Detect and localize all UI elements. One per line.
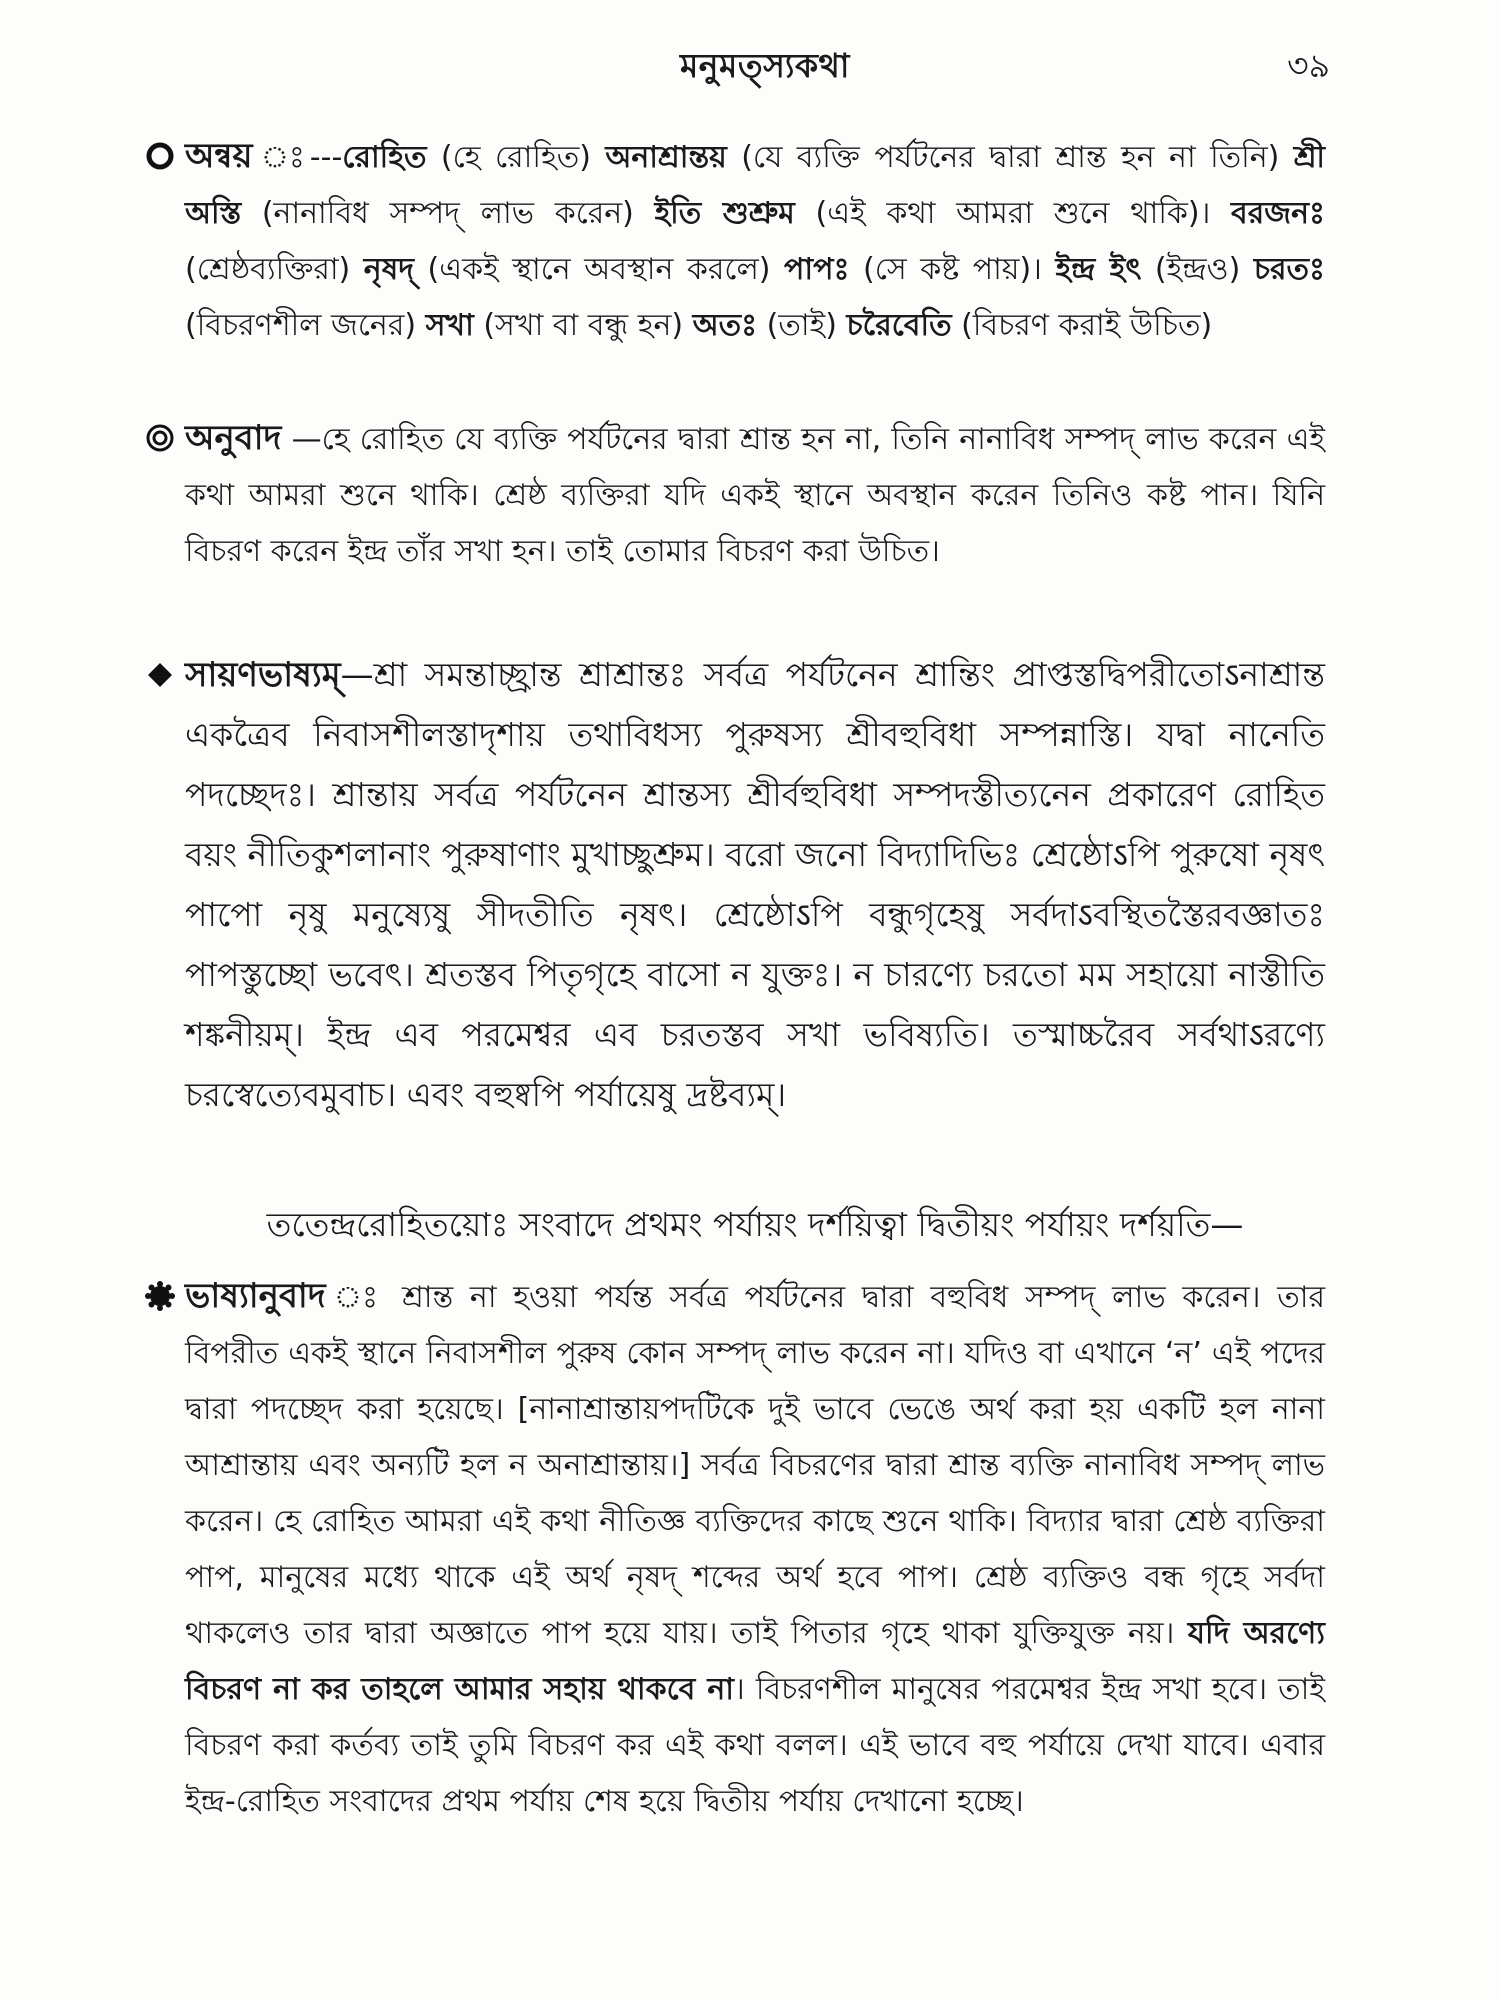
bhashyanubad-text-before: ঃ শ্রান্ত না হওয়া পর্যন্ত সর্বত্র পর্যটনের দ্বারা বহুবিধ সম্পদ্ লাভ করেন। তার বিপরীত একই স্থানে নিবাসশীল পুরুষ কোন সম্পদ্ লাভ করেন না। যদিও বা এখানে ‘ন’ এই পদের দ্বারা পদচ্ছেদ করা হয়েছে। [নানাশ্রান্তায়পদটিকে দুই ভাবে ভেঙে অর্থ করা হয় একটি হল নানা আশ্রান্তায় এবং অন্যটি হল ন অনাশ্রান্তায়।] সর্বত্র বিচরণের দ্বারা শ্রান্ত ব্যক্তি নানাবিধ সম্পদ্ লাভ করেন। হে রোহিত আমরা এই কথা নীতিজ্ঞ ব্যক্তিদের কাছে শুনে থাকি। বিদ্যার দ্বারা শ্রেষ্ঠ ব্যক্তিরা পাপ, মানুষের মধ্যে থাকে এই অর্থ নৃষদ্ শব্দের অর্থ হবে পাপ। শ্রেষ্ঠ ব্যক্তিও বন্ধ গৃহে সর্বদা থাকলেও তার দ্বারা অজ্ঞাতে পাপ হয়ে যায়। তাই পিতার গৃহে থাকা যুক্তিযুক্ত নয়। xyxy=(185,1280,1325,1651)
transition-line: ততেন্দ্ররোহিতয়োঃ সংবাদে প্রথমং পর্যায়ং দর্শয়িত্বা দ্বিতীয়ং পর্যায়ং দর্শয়তি— xyxy=(266,1205,1244,1244)
anvaya-keyword: রোহিত xyxy=(342,140,427,175)
hollow-circle-bullet-icon xyxy=(145,141,175,171)
anvaya-gloss: (হে রোহিত) xyxy=(426,140,606,175)
anvaya-keyword: শ্রী অস্তি xyxy=(185,140,1325,231)
anubad-label: অনুবাদ xyxy=(185,418,282,458)
anvaya-section xyxy=(185,128,1325,354)
anvaya-body xyxy=(185,140,1325,343)
sayana-paragraph xyxy=(185,645,1325,1125)
anvaya-keyword: চরৈবেতি xyxy=(846,308,952,343)
anvaya-gloss: (এই কথা আমরা শুনে থাকি)। xyxy=(794,196,1232,231)
anvaya-gloss: (শ্রেষ্ঠব্যক্তিরা) xyxy=(185,252,364,287)
anvaya-gloss: (যে ব্যক্তি পর্যটনের দ্বারা শ্রান্ত হন না তিনি) xyxy=(726,140,1294,175)
anvaya-gloss: (বিচরণশীল জনের) xyxy=(185,308,426,343)
sayana-text: —শ্রা সমন্তাচ্ছ্রান্ত শ্রাশ্রান্তঃ সর্বত্র পর্যটনেন শ্রান্তিং প্রাপ্তস্তদ্বিপরীতোऽনাশ্রান্ত একত্রৈব নিবাসশীলস্তাদৃশায় তথাবিধস্য পুরুষস্য শ্রীবহুবিধা সম্পন্নাস্তি। যদ্বা নানেতি পদচ্ছেদঃ। শ্রান্তায় সর্বত্র পর্যটনেন শ্রান্তস্য শ্রীর্বহুবিধা সম্পদস্তীত্যনেন প্রকারেণ রোহিত বয়ং নীতিকুশলানাং পুরুষাণাং মুখাচ্ছুশ্রুম। বরো জনো বিদ্যাদিভিঃ শ্রেষ্ঠোऽপি পুরুষো নৃষৎ পাপো নৃষু মনুষ্যেষু সীদতীতি নৃষৎ। শ্রেষ্ঠোऽপি বন্ধুগৃহেষু সর্বদাऽবস্থিতস্তৈরবজ্ঞাতঃ পাপস্তুচ্ছো ভবেৎ। শ্রতস্তব পিতৃগৃহে বাসো ন যুক্তঃ। ন চারণ্যে চরতো মম সহায়ো নাস্তীতি শঙ্কনীয়ম্। ইন্দ্র এব পরমেশ্বর এব চরতস্তব সখা ভবিষ্যতি। তস্মাচ্চরৈব সর্বথাऽরণ্যে চরস্বেত্যেবমুবাচ। এবং বহুষ্বপি পর্যায়েষু দ্রষ্টব্যম্। xyxy=(185,655,1325,1114)
sayana-label: সায়ণভাষ্যম্ xyxy=(185,655,341,695)
bhashyanubad-section xyxy=(185,1268,1325,1830)
double-circle-bullet-icon xyxy=(145,423,175,453)
page-number: ৩৯ xyxy=(1287,46,1330,85)
anvaya-keyword: ইন্দ্র ইৎ xyxy=(1055,252,1142,287)
bhashyanubad-paragraph xyxy=(185,1268,1325,1830)
anvaya-keyword: অনাশ্রান্তয় xyxy=(605,140,727,175)
anvaya-keyword: বরজনঃ xyxy=(1231,196,1325,231)
anvaya-separator: ঃ--- xyxy=(252,140,343,175)
anvaya-keyword: নৃষদ্ xyxy=(363,252,415,287)
bhashyanubad-label: ভাষ্যানুবাদ xyxy=(185,1276,326,1316)
anvaya-keyword: সখা xyxy=(425,308,474,343)
bhashyanubad-bold-text: যদি অরণ্যে বিচরণ না কর তাহলে আমার সহায় থাকবে না xyxy=(185,1616,1325,1707)
anubad-section xyxy=(185,410,1325,580)
anvaya-keyword: ইতি শুশ্রুম xyxy=(654,196,795,231)
anvaya-keyword: অতঃ xyxy=(692,308,758,343)
anvaya-gloss: (একই স্থানে অবস্থান করলে) xyxy=(414,252,785,287)
sayana-bhashya-section xyxy=(185,645,1325,1125)
anvaya-paragraph xyxy=(185,128,1325,354)
anvaya-keyword: পাপঃ xyxy=(784,252,850,287)
anvaya-gloss: (বিচরণ করাই উচিত) xyxy=(951,308,1213,343)
gear-bullet-icon xyxy=(145,1281,175,1311)
bhashyanubad-text-after: । বিচরণশীল মানুষের পরমেশ্বর ইন্দ্র সখা হবে। তাই বিচরণ করা কর্তব্য তাই তুমি বিচরণ কর এই কথা বলল। এই ভাবে বহু পর্যায়ে দেখা যাবে। এবার ইন্দ্র-রোহিত সংবাদের প্রথম পর্যায় শেষ হয়ে দ্বিতীয় পর্যায় দেখানো হচ্ছে। xyxy=(185,1672,1325,1819)
diamond-bullet-icon xyxy=(145,660,175,690)
anubad-text: —হে রোহিত যে ব্যক্তি পর্যটনের দ্বারা শ্রান্ত হন না, তিনি নানাবিধ সম্পদ্ লাভ করেন এই কথা আমরা শুনে থাকি। শ্রেষ্ঠ ব্যক্তিরা যদি একই স্থানে অবস্থান করেন তিনিও কষ্ট পান। যিনি বিচরণ করেন ইন্দ্র তাঁর সখা হন। তাই তোমার বিচরণ করা উচিত। xyxy=(185,422,1325,569)
anvaya-gloss: (নানাবিধ সম্পদ্ লাভ করেন) xyxy=(241,196,655,231)
anvaya-gloss: (তাই) xyxy=(757,308,847,343)
running-title: মনুমত্স্যকথা xyxy=(679,46,850,85)
anvaya-label: অন্বয় xyxy=(185,136,253,176)
anvaya-gloss: (ইন্দ্রও) xyxy=(1141,252,1254,287)
anvaya-keyword: চরতঃ xyxy=(1253,252,1326,287)
anubad-paragraph xyxy=(185,410,1325,580)
anvaya-gloss: (সে কষ্ট পায়)। xyxy=(849,252,1056,287)
anvaya-gloss: (সখা বা বন্ধু হন) xyxy=(473,308,693,343)
page-header xyxy=(200,40,1330,90)
